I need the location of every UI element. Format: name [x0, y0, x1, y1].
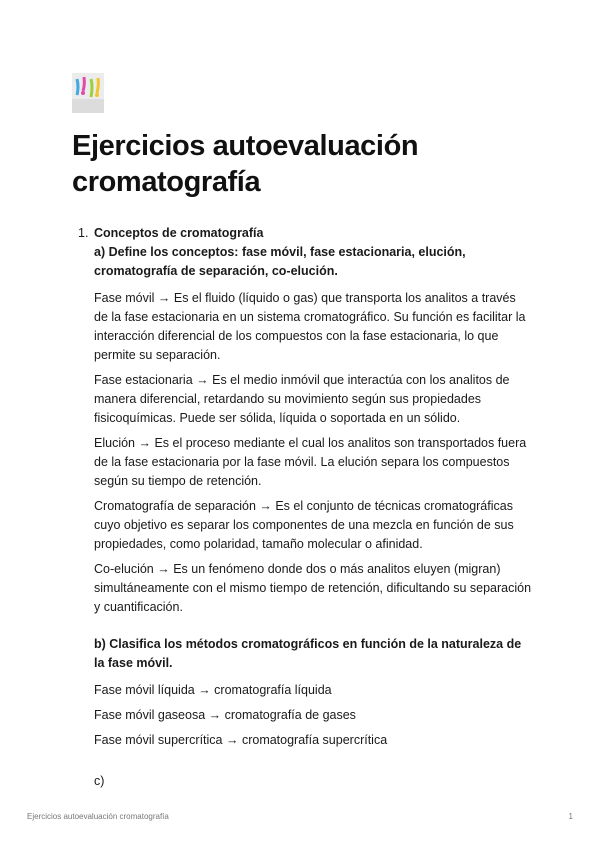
classification-item: Fase móvil líquida → cromatografía líquida [94, 683, 332, 697]
question-c: c) [94, 774, 105, 788]
section-number: 1. [78, 226, 89, 240]
definition-co-elucion: Co-elución → Es un fenómeno donde dos o más analitos eluyen (migran) simultáneamente con el mismo tiempo de retención, dificultando su separación y cuantificación. [94, 562, 532, 614]
section-title: Conceptos de cromatografía [94, 226, 264, 240]
definition-fase-estacionaria: Fase estacionaria → Es el medio inmóvil que interactúa con los analitos de manera diferencial, retardando su movimiento según sus propiedades fisicoquímicas. Puede ser sólida, líquida o soportada en un sólido. [94, 373, 510, 425]
definition-fase-movil: Fase móvil → Es el fluido (líquido o gas) que transporta los analitos a través de la fase estacionaria en un sistema cromatográfico. Su función es facilitar la interacción diferencial de los compuestos con la fase estacionaria, lo que permite su separación. [94, 291, 526, 362]
question-a: a) Define los conceptos: fase móvil, fase estacionaria, elución, cromatografía de separación, co-elución. [94, 245, 466, 278]
section-1 [72, 224, 532, 791]
definition-cromatografia-separacion: Cromatografía de separación → Es el conjunto de técnicas cromatográficas cuyo objetivo es separar los componentes de una mezcla en función de sus propiedades, como polaridad, tamaño molecular o afinidad. [94, 499, 514, 551]
page-number: 1 [568, 812, 573, 821]
footer-title: Ejercicios autoevaluación cromatografía [27, 812, 169, 821]
chromatography-icon [72, 73, 104, 113]
classification-item: Fase móvil supercrítica → cromatografía supercrítica [94, 733, 388, 747]
document-body [72, 224, 532, 791]
page-title: Ejercicios autoevaluación cromatografía [72, 130, 419, 198]
question-b: b) Clasifica los métodos cromatográficos en función de la naturaleza de la fase móvil. [94, 637, 522, 670]
classification-item: Fase móvil gaseosa → cromatografía de gases [94, 708, 356, 722]
page-footer [27, 812, 573, 821]
definition-elucion: Elución → Es el proceso mediante el cual los analitos son transportados fuera de la fase estacionaria por la fase móvil. La elución separa los compuestos según su tiempo de retención. [94, 436, 527, 488]
